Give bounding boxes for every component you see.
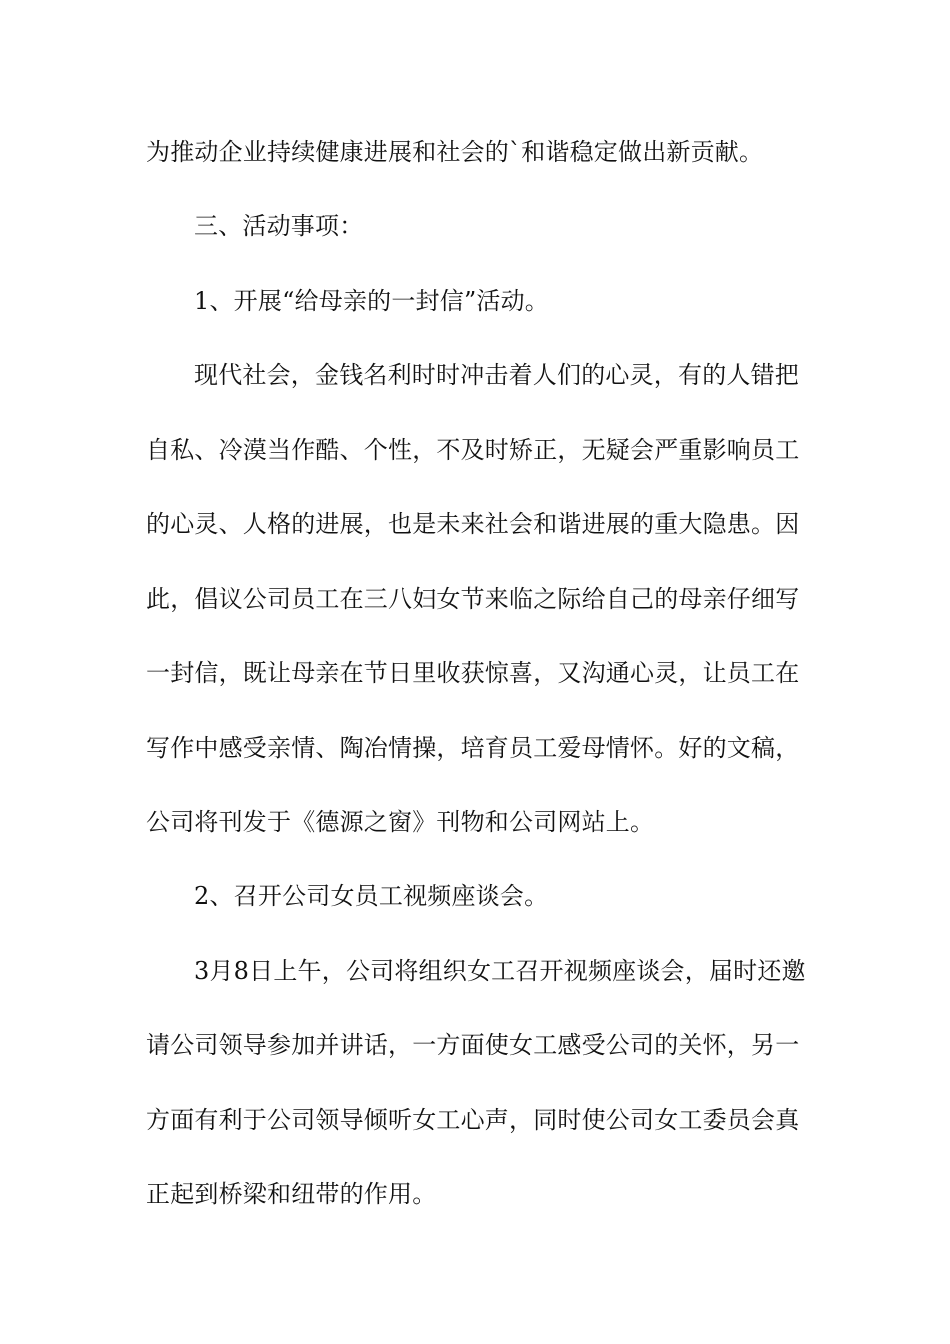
paragraph-line: 一封信，既让母亲在节日里收获惊喜，又沟通心灵，让员工在 bbox=[146, 659, 800, 687]
paragraph-line: 此，倡议公司员工在三八妇女节来临之际给自己的母亲仔细写 bbox=[146, 585, 800, 613]
item-heading: 2、召开公司女员工视频座谈会。 bbox=[194, 882, 549, 910]
paragraph-line: 自私、冷漠当作酷、个性，不及时矫正，无疑会严重影响员工 bbox=[146, 436, 800, 464]
paragraph-line: 3月8日上午，公司将组织女工召开视频座谈会，届时还邀 bbox=[194, 957, 806, 985]
paragraph-line: 写作中感受亲情、陶冶情操，培育员工爱母情怀。好的文稿， bbox=[146, 734, 800, 762]
paragraph-line: 正起到桥梁和纽带的作用。 bbox=[146, 1180, 437, 1208]
paragraph-line: 的心灵、人格的进展，也是未来社会和谐进展的重大隐患。因 bbox=[146, 510, 800, 538]
item-heading: 1、开展“给母亲的一封信”活动。 bbox=[194, 287, 550, 315]
section-heading: 三、活动事项： bbox=[194, 212, 364, 240]
paragraph-line: 为推动企业持续健康进展和社会的`和谐稳定做出新贡献。 bbox=[146, 138, 764, 166]
paragraph-line: 方面有利于公司领导倾听女工心声，同时使公司女工委员会真 bbox=[146, 1106, 800, 1134]
paragraph-line: 请公司领导参加并讲话，一方面使女工感受公司的关怀，另一 bbox=[146, 1031, 800, 1059]
paragraph-line: 现代社会，金钱名利时时冲击着人们的心灵，有的人错把 bbox=[194, 361, 799, 389]
paragraph-line: 公司将刊发于《德源之窗》刊物和公司网站上。 bbox=[146, 808, 655, 836]
